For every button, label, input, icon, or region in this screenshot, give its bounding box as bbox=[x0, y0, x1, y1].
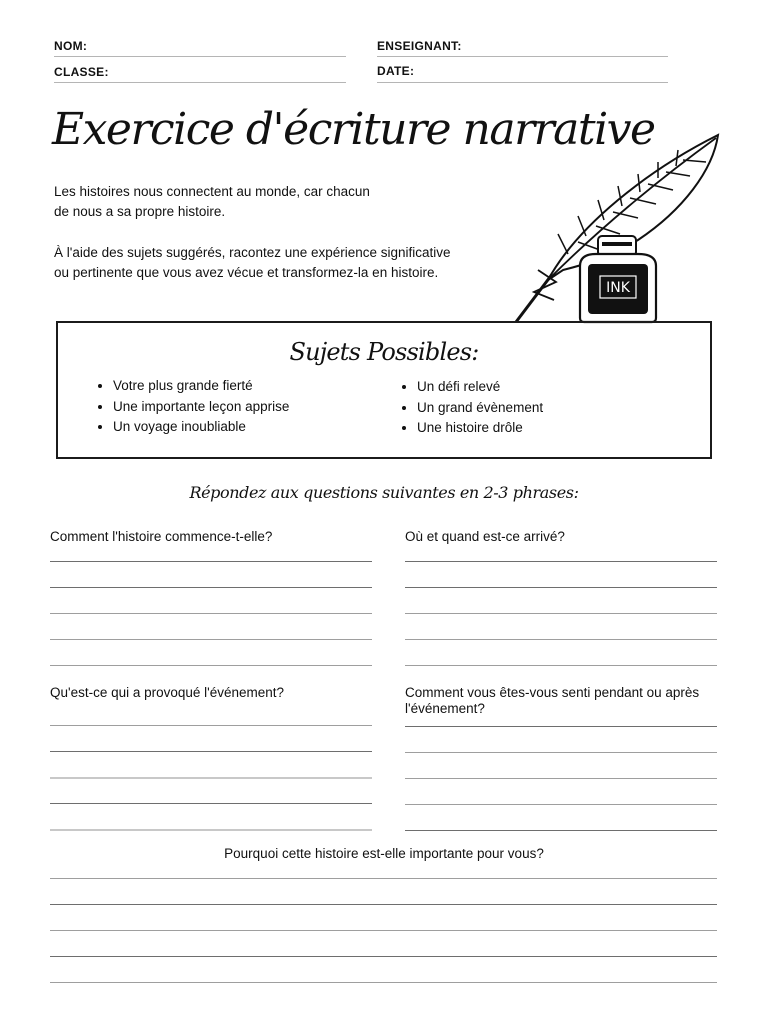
answer-line[interactable] bbox=[50, 930, 717, 931]
answer-line[interactable] bbox=[405, 830, 717, 831]
class-field[interactable] bbox=[54, 82, 346, 83]
intro-line: ou pertinente que vous avez vécue et transformez-la en histoire. bbox=[54, 265, 439, 280]
answer-line[interactable] bbox=[405, 613, 717, 614]
answer-line[interactable] bbox=[405, 561, 717, 562]
answer-line[interactable] bbox=[405, 726, 717, 727]
answer-line[interactable] bbox=[50, 751, 372, 752]
question-1: Comment l'histoire commence-t-elle? bbox=[50, 529, 273, 544]
answer-line[interactable] bbox=[50, 587, 372, 588]
answer-line[interactable] bbox=[50, 829, 372, 831]
answer-line[interactable] bbox=[50, 878, 717, 879]
answer-line[interactable] bbox=[405, 804, 717, 805]
answer-line[interactable] bbox=[405, 752, 717, 753]
list-item: • Un défi relevé bbox=[417, 377, 543, 398]
date-label: DATE: bbox=[377, 64, 415, 78]
question-4: Comment vous êtes-vous senti pendant ou après l'événement? bbox=[405, 685, 700, 716]
answer-line[interactable] bbox=[50, 904, 717, 905]
answer-line[interactable] bbox=[405, 778, 717, 779]
page-title: Exercice d'écriture narrative bbox=[52, 104, 655, 155]
answer-line[interactable] bbox=[50, 613, 372, 614]
topics-list-right bbox=[401, 377, 543, 439]
quill-and-ink-icon bbox=[508, 130, 728, 330]
answer-line[interactable] bbox=[50, 982, 717, 983]
list-item: • Un voyage inoubliable bbox=[113, 417, 289, 438]
name-label: NOM: bbox=[54, 39, 88, 53]
answer-line[interactable] bbox=[50, 956, 717, 957]
intro-paragraph-1 bbox=[54, 182, 514, 222]
intro-line: de nous a sa propre histoire. bbox=[54, 204, 226, 219]
list-item: • Votre plus grande fierté bbox=[113, 376, 289, 397]
instructions: Répondez aux questions suivantes en 2-3 phrases: bbox=[189, 483, 579, 502]
answer-line[interactable] bbox=[50, 639, 372, 640]
date-field[interactable] bbox=[377, 82, 668, 83]
answer-line[interactable] bbox=[50, 561, 372, 562]
answer-line[interactable] bbox=[405, 587, 717, 588]
name-field[interactable] bbox=[54, 56, 346, 57]
class-label: CLASSE: bbox=[54, 65, 109, 79]
ink-label: INK bbox=[606, 280, 630, 296]
answer-line[interactable] bbox=[50, 665, 372, 666]
intro-line: Les histoires nous connectent au monde, car chacun bbox=[54, 184, 370, 199]
list-item: • Une importante leçon apprise bbox=[113, 397, 289, 418]
topics-list-left bbox=[97, 376, 289, 438]
intro-line: À l'aide des sujets suggérés, racontez une expérience significative bbox=[54, 245, 451, 260]
answer-line[interactable] bbox=[50, 725, 372, 726]
teacher-label: ENSEIGNANT: bbox=[377, 39, 462, 53]
answer-line[interactable] bbox=[50, 803, 372, 804]
teacher-field[interactable] bbox=[377, 56, 668, 57]
question-5: Pourquoi cette histoire est-elle importante pour vous? bbox=[224, 846, 544, 861]
list-item: • Une histoire drôle bbox=[417, 418, 543, 439]
answer-line[interactable] bbox=[405, 639, 717, 640]
list-item: • Un grand évènement bbox=[417, 398, 543, 419]
answer-line[interactable] bbox=[405, 665, 717, 666]
topics-title: Sujets Possibles: bbox=[289, 338, 479, 366]
intro-paragraph-2 bbox=[54, 243, 514, 283]
question-3: Qu'est-ce qui a provoqué l'événement? bbox=[50, 685, 285, 700]
question-2: Où et quand est-ce arrivé? bbox=[405, 529, 565, 544]
answer-line[interactable] bbox=[50, 777, 372, 779]
